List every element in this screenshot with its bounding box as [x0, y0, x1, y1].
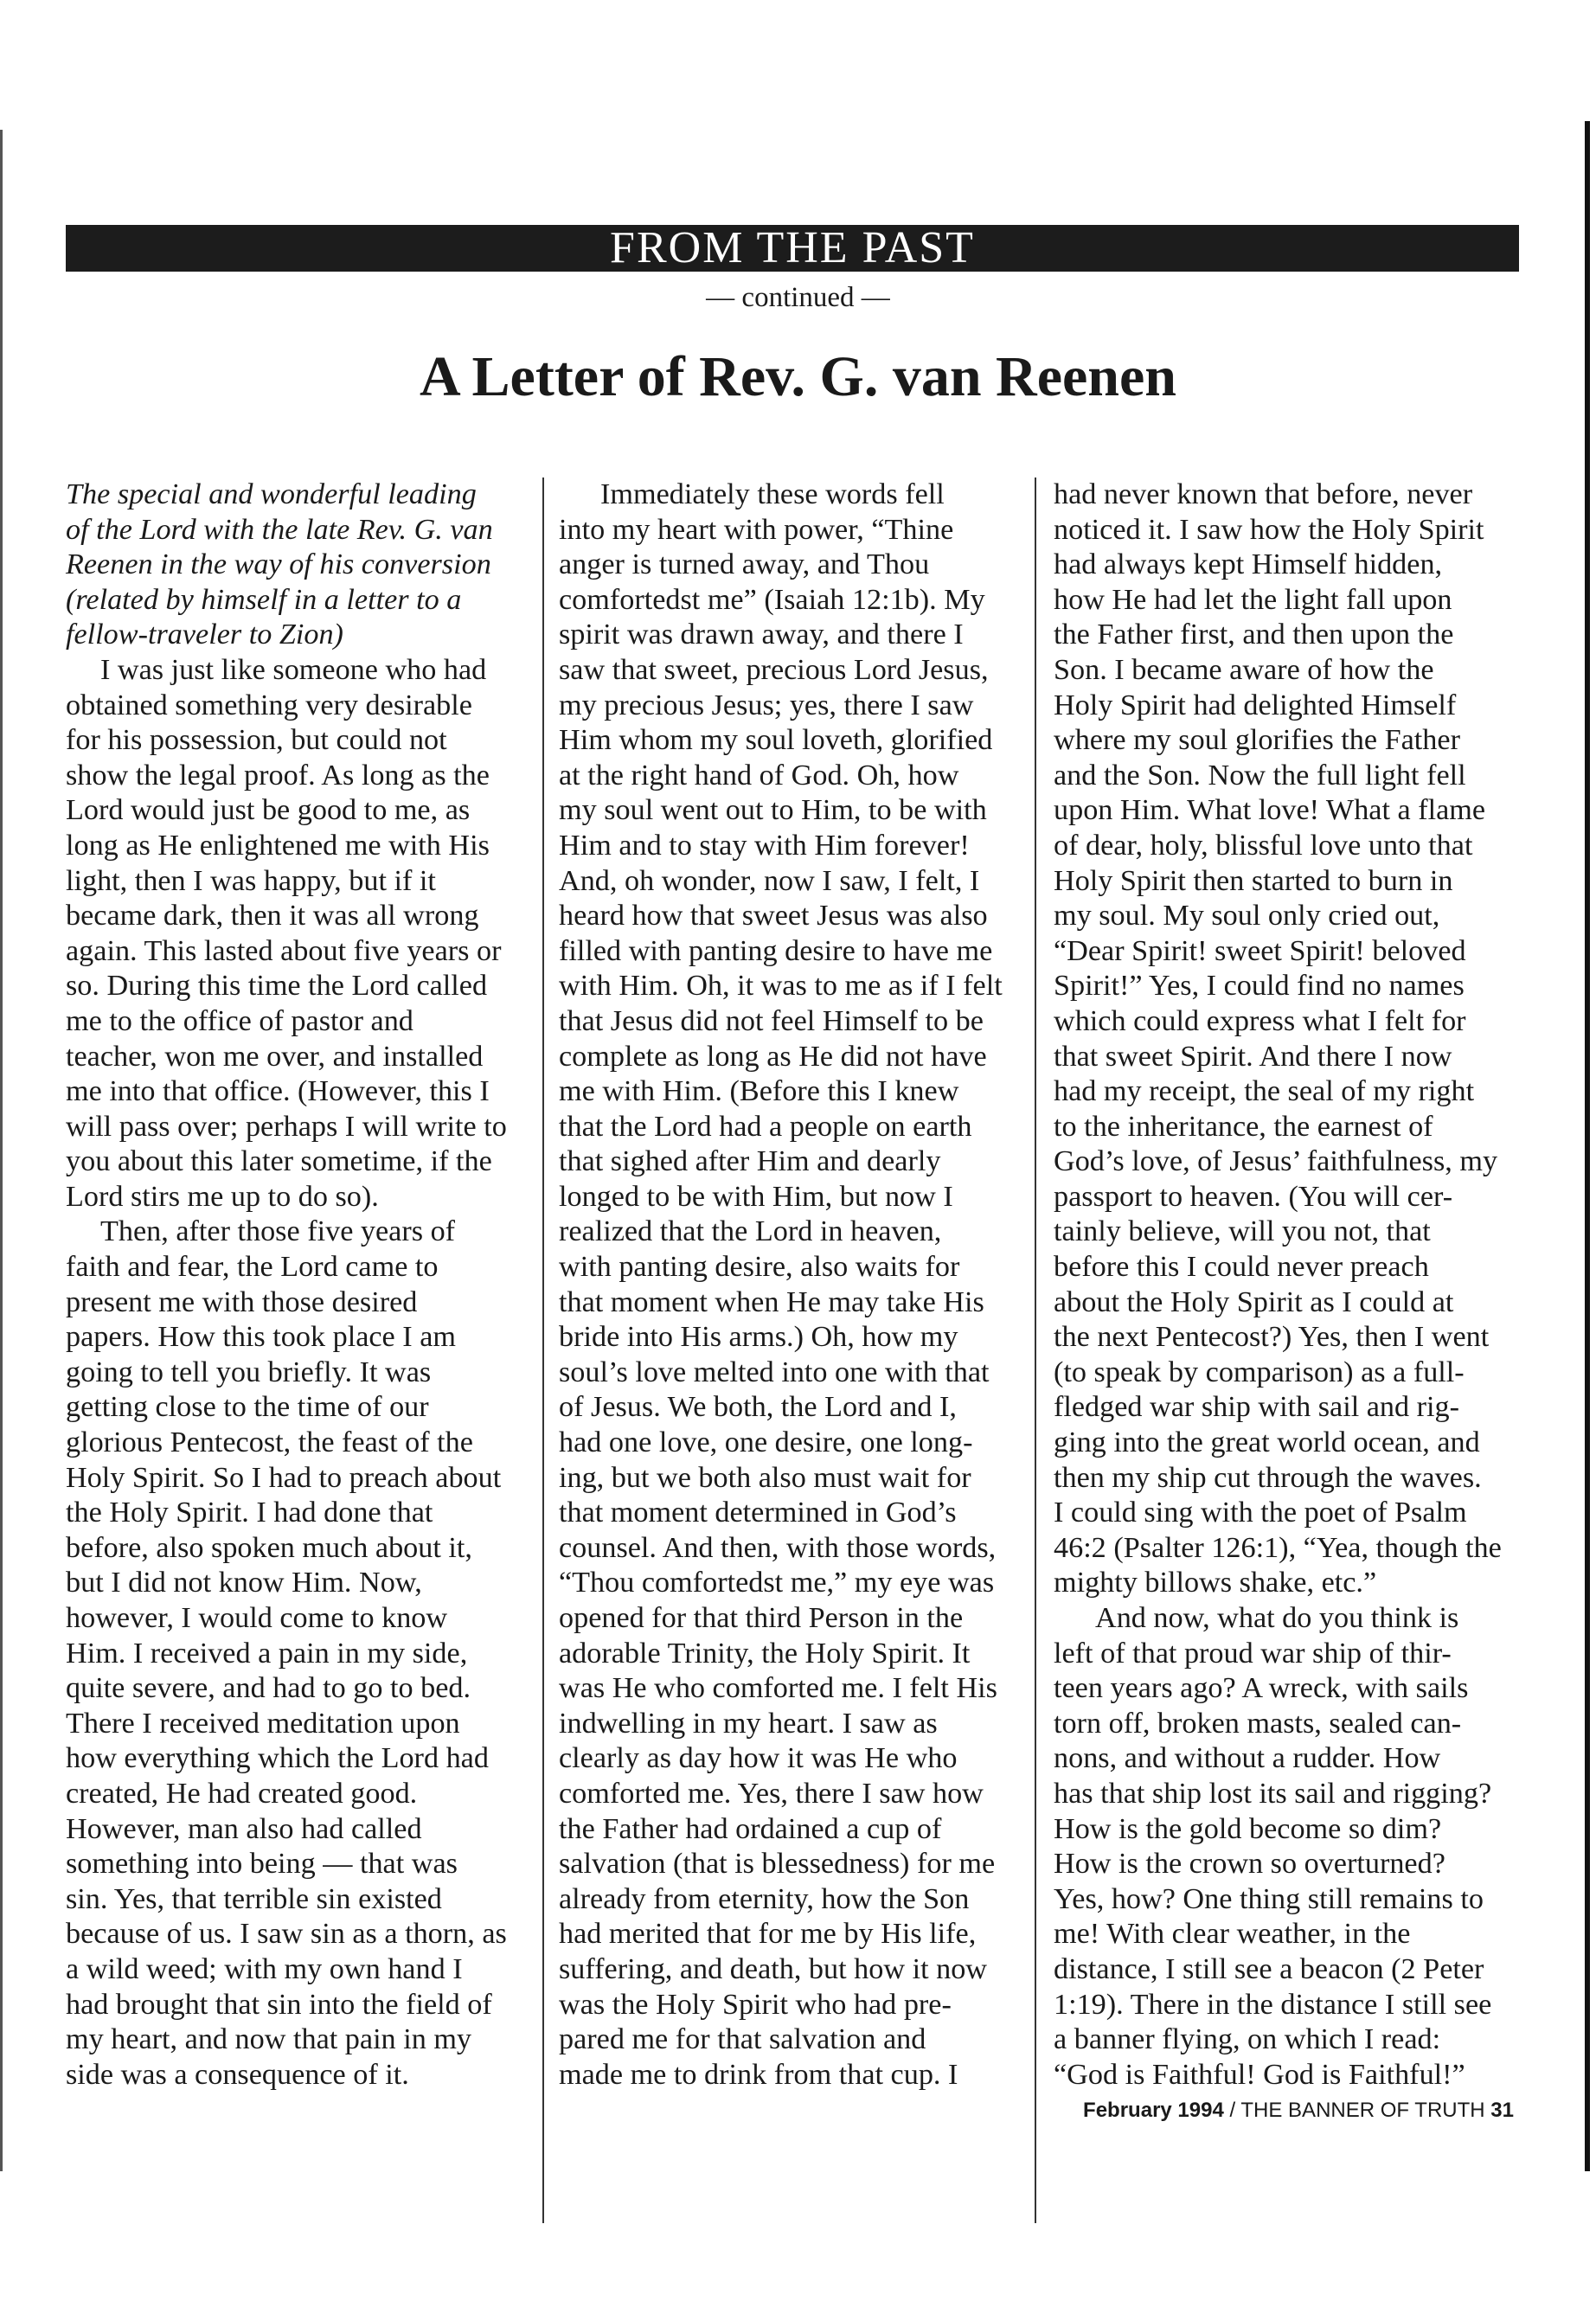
text-line: fledged war ship with sail and rig- — [1054, 1391, 1460, 1424]
text-line: Immediately these words fell — [600, 478, 945, 510]
text-line: a banner flying, on which I read: — [1054, 2023, 1441, 2056]
text-line: saw that sweet, precious Lord Jesus, — [559, 653, 989, 686]
text-line: 46:2 (Psalter 126:1), “Yea, though the — [1054, 1531, 1502, 1564]
text-line: me to the office of pastor and — [66, 1004, 413, 1037]
text-line: Son. I became aware of how the — [1054, 653, 1434, 686]
text-line: present me with those desired — [66, 1285, 418, 1318]
text-line: comfortedst me” (Isaiah 12:1b). My — [559, 583, 985, 616]
text-line: spirit was drawn away, and there I — [559, 619, 964, 651]
text-line: How is the gold become so dim? — [1054, 1812, 1442, 1845]
text-line: side was a consequence of it. — [66, 2058, 409, 2091]
text-line: left of that proud war ship of thir- — [1054, 1637, 1452, 1670]
text-line: suffering, and death, but how it now — [559, 1952, 988, 1985]
text-line: where my soul glorifies the Father — [1054, 724, 1460, 757]
text-line: of dear, holy, blissful love unto that — [1054, 829, 1473, 862]
text-line: before this I could never preach — [1054, 1251, 1429, 1284]
text-line: my soul. My soul only cried out, — [1054, 900, 1440, 933]
text-line: getting close to the time of our — [66, 1391, 429, 1424]
text-line: Him. I received a pain in my side, — [66, 1637, 468, 1670]
text-line: opened for that third Person in the — [559, 1602, 964, 1634]
text-line: adorable Trinity, the Holy Spirit. It — [559, 1637, 971, 1670]
text-line: passport to heaven. (You will cer- — [1054, 1180, 1453, 1213]
text-line: my soul went out to Him, to be with — [559, 794, 987, 827]
text-line: that the Lord had a people on earth — [559, 1110, 972, 1143]
text-line: became dark, then it was all wrong — [66, 900, 479, 933]
column-rule — [542, 478, 544, 2223]
text-line: obtained something very desirable — [66, 689, 472, 721]
text-line: anger is turned away, and Thou — [559, 548, 930, 581]
text-line: however, I would come to know — [66, 1602, 448, 1634]
text-line: Then, after those five years of — [100, 1215, 456, 1248]
issue-date: February 1994 — [1083, 2099, 1224, 2122]
text-line: about the Holy Spirit as I could at — [1054, 1285, 1454, 1318]
text-line: that Jesus did not feel Himself to be — [559, 1004, 984, 1037]
text-line: will pass over; perhaps I will write to — [66, 1110, 507, 1143]
text-line: I could sing with the poet of Psalm — [1054, 1497, 1467, 1529]
intro-line: The special and wonderful leading — [66, 478, 477, 510]
text-line: the Father had ordained a cup of — [559, 1812, 942, 1845]
text-line: made me to drink from that cup. I — [559, 2058, 958, 2091]
text-line: again. This lasted about five years or — [66, 934, 502, 967]
text-line: had one love, one desire, one long- — [559, 1426, 973, 1459]
text-line: ging into the great world ocean, and — [1054, 1426, 1480, 1459]
text-line: a wild weed; with my own hand I — [66, 1952, 463, 1985]
text-line: teen years ago? A wreck, with sails — [1054, 1672, 1469, 1705]
text-line: the next Pentecost?) Yes, then I went — [1054, 1321, 1490, 1354]
text-line: There I received meditation upon — [66, 1707, 460, 1740]
text-line: Lord would just be good to me, as — [66, 794, 471, 827]
column-3 — [1054, 478, 1538, 2093]
text-line: mighty billows shake, etc.” — [1054, 1567, 1377, 1599]
text-line: created, He had created good. — [66, 1777, 418, 1810]
text-line: which could express what I felt for — [1054, 1004, 1466, 1037]
text-line: I was just like someone who had — [100, 653, 487, 686]
text-line: And now, what do you think is — [1095, 1602, 1459, 1634]
text-line: the Holy Spirit. I had done that — [66, 1497, 433, 1529]
text-line: for his possession, but could not — [66, 724, 447, 757]
text-line: me! With clear weather, in the — [1054, 1918, 1411, 1951]
text-line: faith and fear, the Lord came to — [66, 1251, 439, 1284]
text-line: how He had let the light fall upon — [1054, 583, 1452, 616]
text-line: the Father first, and then upon the — [1054, 619, 1454, 651]
text-line: long as He enlightened me with His — [66, 829, 490, 862]
text-line: longed to be with Him, but now I — [559, 1180, 953, 1213]
text-line: torn off, broken masts, sealed can- — [1054, 1707, 1462, 1740]
magazine-name: / THE BANNER OF TRUTH — [1223, 2099, 1491, 2122]
text-line: Holy Spirit had delighted Himself — [1054, 689, 1457, 721]
section-banner: FROM THE PAST — [66, 225, 1519, 272]
intro-line: fellow-traveler to Zion) — [66, 619, 343, 651]
text-line: ing, but we both also must wait for — [559, 1461, 971, 1494]
column-rule — [1035, 478, 1036, 2223]
text-line: tainly believe, will you not, that — [1054, 1215, 1431, 1248]
text-line: me into that office. (However, this I — [66, 1075, 490, 1108]
text-line: realized that the Lord in heaven, — [559, 1215, 942, 1248]
text-line: distance, I still see a beacon (2 Peter — [1054, 1952, 1484, 1985]
text-line: before, also spoken much about it, — [66, 1531, 472, 1564]
article-title: A Letter of Rev. G. van Reenen — [420, 345, 1176, 408]
text-line: papers. How this took place I am — [66, 1321, 456, 1354]
text-line: had brought that sin into the field of — [66, 1988, 492, 2021]
text-line: “Thou comfortedst me,” my eye was — [559, 1567, 995, 1599]
text-line: “God is Faithful! God is Faithful!” — [1054, 2058, 1465, 2091]
text-line: How is the crown so overturned? — [1054, 1848, 1445, 1881]
text-line: soul’s love melted into one with that — [559, 1356, 990, 1388]
text-line: sin. Yes, that terrible sin existed — [66, 1882, 442, 1915]
text-line: and the Son. Now the full light fell — [1054, 759, 1466, 792]
text-line: glorious Pentecost, the feast of the — [66, 1426, 473, 1459]
text-line: going to tell you briefly. It was — [66, 1356, 432, 1388]
text-line: you about this later sometime, if the — [66, 1145, 492, 1178]
intro-line: of the Lord with the late Rev. G. van — [66, 513, 493, 546]
page-edge-left — [0, 130, 3, 2171]
text-line: upon Him. What love! What a flame — [1054, 794, 1486, 827]
text-line: then my ship cut through the waves. — [1054, 1461, 1482, 1494]
text-line: so. During this time the Lord called — [66, 970, 488, 1003]
text-line: 1:19). There in the distance I still see — [1054, 1988, 1492, 2021]
text-line: nons, and without a rudder. How — [1054, 1742, 1441, 1775]
text-line: quite severe, and had to go to bed. — [66, 1672, 471, 1705]
text-line: was the Holy Spirit who had pre- — [559, 1988, 952, 2021]
text-line: to the inheritance, the earnest of — [1054, 1110, 1433, 1143]
text-line: with Him. Oh, it was to me as if I felt — [559, 970, 1003, 1003]
text-line: because of us. I saw sin as a thorn, as — [66, 1918, 507, 1951]
text-line: had merited that for me by His life, — [559, 1918, 977, 1951]
text-line: “Dear Spirit! sweet Spirit! beloved — [1054, 934, 1466, 967]
text-line: Holy Spirit. So I had to preach about — [66, 1461, 502, 1494]
intro-line: Reenen in the way of his conversion — [66, 548, 491, 581]
text-line: something into being — that was — [66, 1848, 458, 1881]
text-line: comforted me. Yes, there I saw how — [559, 1777, 984, 1810]
text-line: had never known that before, never — [1054, 478, 1473, 510]
text-line: has that ship lost its sail and rigging? — [1054, 1777, 1492, 1810]
text-line: light, then I was happy, but if it — [66, 864, 436, 897]
column-1 — [66, 478, 533, 2093]
text-line: complete as long as He did not have — [559, 1040, 987, 1073]
text-line: had my receipt, the seal of my right — [1054, 1075, 1475, 1108]
text-line: how everything which the Lord had — [66, 1742, 489, 1775]
page-number: 31 — [1490, 2099, 1514, 2122]
text-line: me with Him. (Before this I knew — [559, 1075, 959, 1108]
text-line: God’s love, of Jesus’ faithfulness, my — [1054, 1145, 1498, 1178]
text-line: of Jesus. We both, the Lord and I, — [559, 1391, 957, 1424]
text-line: salvation (that is blessedness) for me — [559, 1848, 996, 1881]
text-line: clearly as day how it was He who — [559, 1742, 958, 1775]
text-line: was He who comforted me. I felt His — [559, 1672, 997, 1705]
text-line: However, man also had called — [66, 1812, 422, 1845]
text-line: at the right hand of God. Oh, how — [559, 759, 959, 792]
text-line: teacher, won me over, and installed — [66, 1040, 484, 1073]
page-edge-right — [1585, 121, 1590, 2171]
text-line: with panting desire, also waits for — [559, 1251, 960, 1284]
page-footer — [1073, 2099, 1514, 2123]
text-line: but I did not know Him. Now, — [66, 1567, 422, 1599]
text-line: already from eternity, how the Son — [559, 1882, 970, 1915]
text-line: had always kept Himself hidden, — [1054, 548, 1443, 581]
text-line: that sweet Spirit. And there I now — [1054, 1040, 1452, 1073]
text-line: counsel. And then, with those words, — [559, 1531, 997, 1564]
text-line: indwelling in my heart. I saw as — [559, 1707, 938, 1740]
text-line: my heart, and now that pain in my — [66, 2023, 472, 2056]
intro-line: (related by himself in a letter to a — [66, 583, 462, 616]
text-line: noticed it. I saw how the Holy Spirit — [1054, 513, 1484, 546]
text-line: that moment when He may take His — [559, 1285, 984, 1318]
text-line: heard how that sweet Jesus was also — [559, 900, 988, 933]
text-line: into my heart with power, “Thine — [559, 513, 954, 546]
text-line: Holy Spirit then started to burn in — [1054, 864, 1453, 897]
text-line: pared me for that salvation and — [559, 2023, 926, 2056]
text-line: bride into His arms.) Oh, how my — [559, 1321, 958, 1354]
text-line: Him whom my soul loveth, glorified — [559, 724, 993, 757]
text-line: Yes, how? One thing still remains to — [1054, 1882, 1484, 1915]
text-line: show the legal proof. As long as the — [66, 759, 490, 792]
text-line: that sighed after Him and dearly — [559, 1145, 941, 1178]
text-line: (to speak by comparison) as a full- — [1054, 1356, 1465, 1388]
text-line: Lord stirs me up to do so). — [66, 1180, 379, 1213]
text-line: filled with panting desire to have me — [559, 934, 993, 967]
text-line: And, oh wonder, now I saw, I felt, I — [559, 864, 980, 897]
column-2 — [559, 478, 1026, 2093]
text-line: my precious Jesus; yes, there I saw — [559, 689, 974, 721]
continued-label: — continued — — [706, 282, 890, 313]
text-line: that moment determined in God’s — [559, 1497, 957, 1529]
text-line: Him and to stay with Him forever! — [559, 829, 970, 862]
text-line: Spirit!” Yes, I could find no names — [1054, 970, 1465, 1003]
